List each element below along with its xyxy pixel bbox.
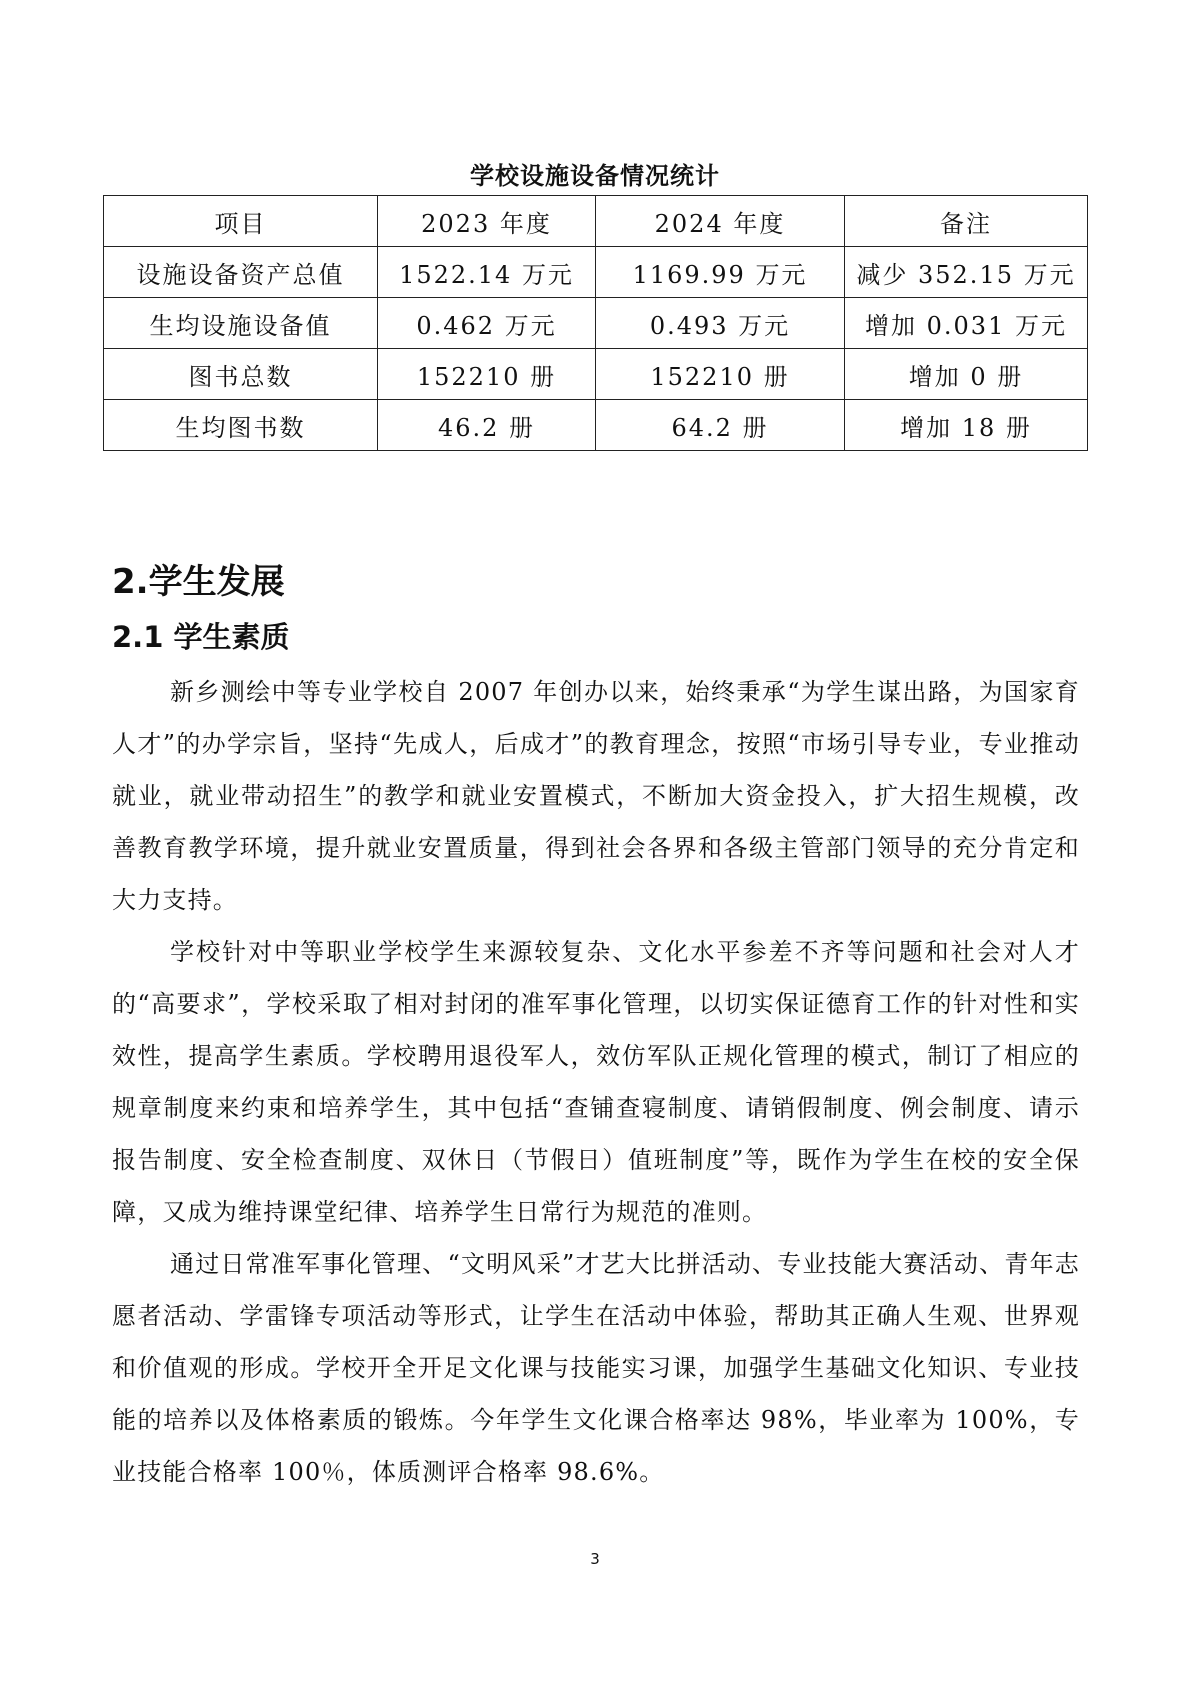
section-heading: 2.学生发展 [112,562,285,602]
table-header-cell: 2024 年度 [596,196,845,247]
facilities-table [103,195,1088,451]
table-cell: 0.462 万元 [378,298,596,349]
table-row [104,298,1088,349]
table-row [104,400,1088,451]
table-cell: 增加 18 册 [845,400,1088,451]
table-cell: 46.2 册 [378,400,596,451]
table-cell: 0.493 万元 [596,298,845,349]
table-cell: 设施设备资产总值 [104,247,378,298]
table-cell: 152210 册 [378,349,596,400]
table-cell: 减少 352.15 万元 [845,247,1088,298]
table-cell: 152210 册 [596,349,845,400]
page-number: 3 [590,1550,600,1568]
table-header-cell: 备注 [845,196,1088,247]
table-header-cell: 2023 年度 [378,196,596,247]
paragraph: 通过日常准军事化管理、“文明风采”才艺大比拼活动、专业技能大赛活动、青年志愿者活动、学雷锋专项活动等形式，让学生在活动中体验，帮助其正确人生观、世界观和价值观的形成。学校开全开足文化课与技能实习课，加强学生基础文化知识、专业技能的培养以及体格素质的锻炼。今年学生文化课合格率达 98%，毕业率为 100%，专业技能合格率 100％，体质测评合格率 98.6%。 [112,1250,1080,1486]
table-cell: 1522.14 万元 [378,247,596,298]
table-cell: 增加 0 册 [845,349,1088,400]
table-header-cell: 项目 [104,196,378,247]
table-header-row [104,196,1088,247]
table-cell: 图书总数 [104,349,378,400]
table-cell: 生均图书数 [104,400,378,451]
table-title: 学校设施设备情况统计 [470,162,720,190]
table-row [104,349,1088,400]
table-cell: 64.2 册 [596,400,845,451]
paragraph: 新乡测绘中等专业学校自 2007 年创办以来，始终秉承“为学生谋出路，为国家育人才”的办学宗旨，坚持“先成人，后成才”的教育理念，按照“市场引导专业，专业推动就业，就业带动招生”的教学和就业安置模式，不断加大资金投入，扩大招生规模，改善教育教学环境，提升就业安置质量，得到社会各界和各级主管部门领导的充分肯定和大力支持。 [112,678,1080,914]
paragraph: 学校针对中等职业学校学生来源较复杂、文化水平参差不齐等问题和社会对人才的“高要求”，学校采取了相对封闭的准军事化管理，以切实保证德育工作的针对性和实效性，提高学生素质。学校聘用退役军人，效仿军队正规化管理的模式，制订了相应的规章制度来约束和培养学生，其中包括“查铺查寝制度、请销假制度、例会制度、请示报告制度、安全检查制度、双休日（节假日）值班制度”等，既作为学生在校的安全保障，又成为维持课堂纪律、培养学生日常行为规范的准则。 [112,938,1080,1226]
table-cell: 增加 0.031 万元 [845,298,1088,349]
table-cell: 1169.99 万元 [596,247,845,298]
body-text [112,666,1080,1498]
table-cell: 生均设施设备值 [104,298,378,349]
table-row [104,247,1088,298]
subsection-heading: 2.1 学生素质 [112,620,290,654]
